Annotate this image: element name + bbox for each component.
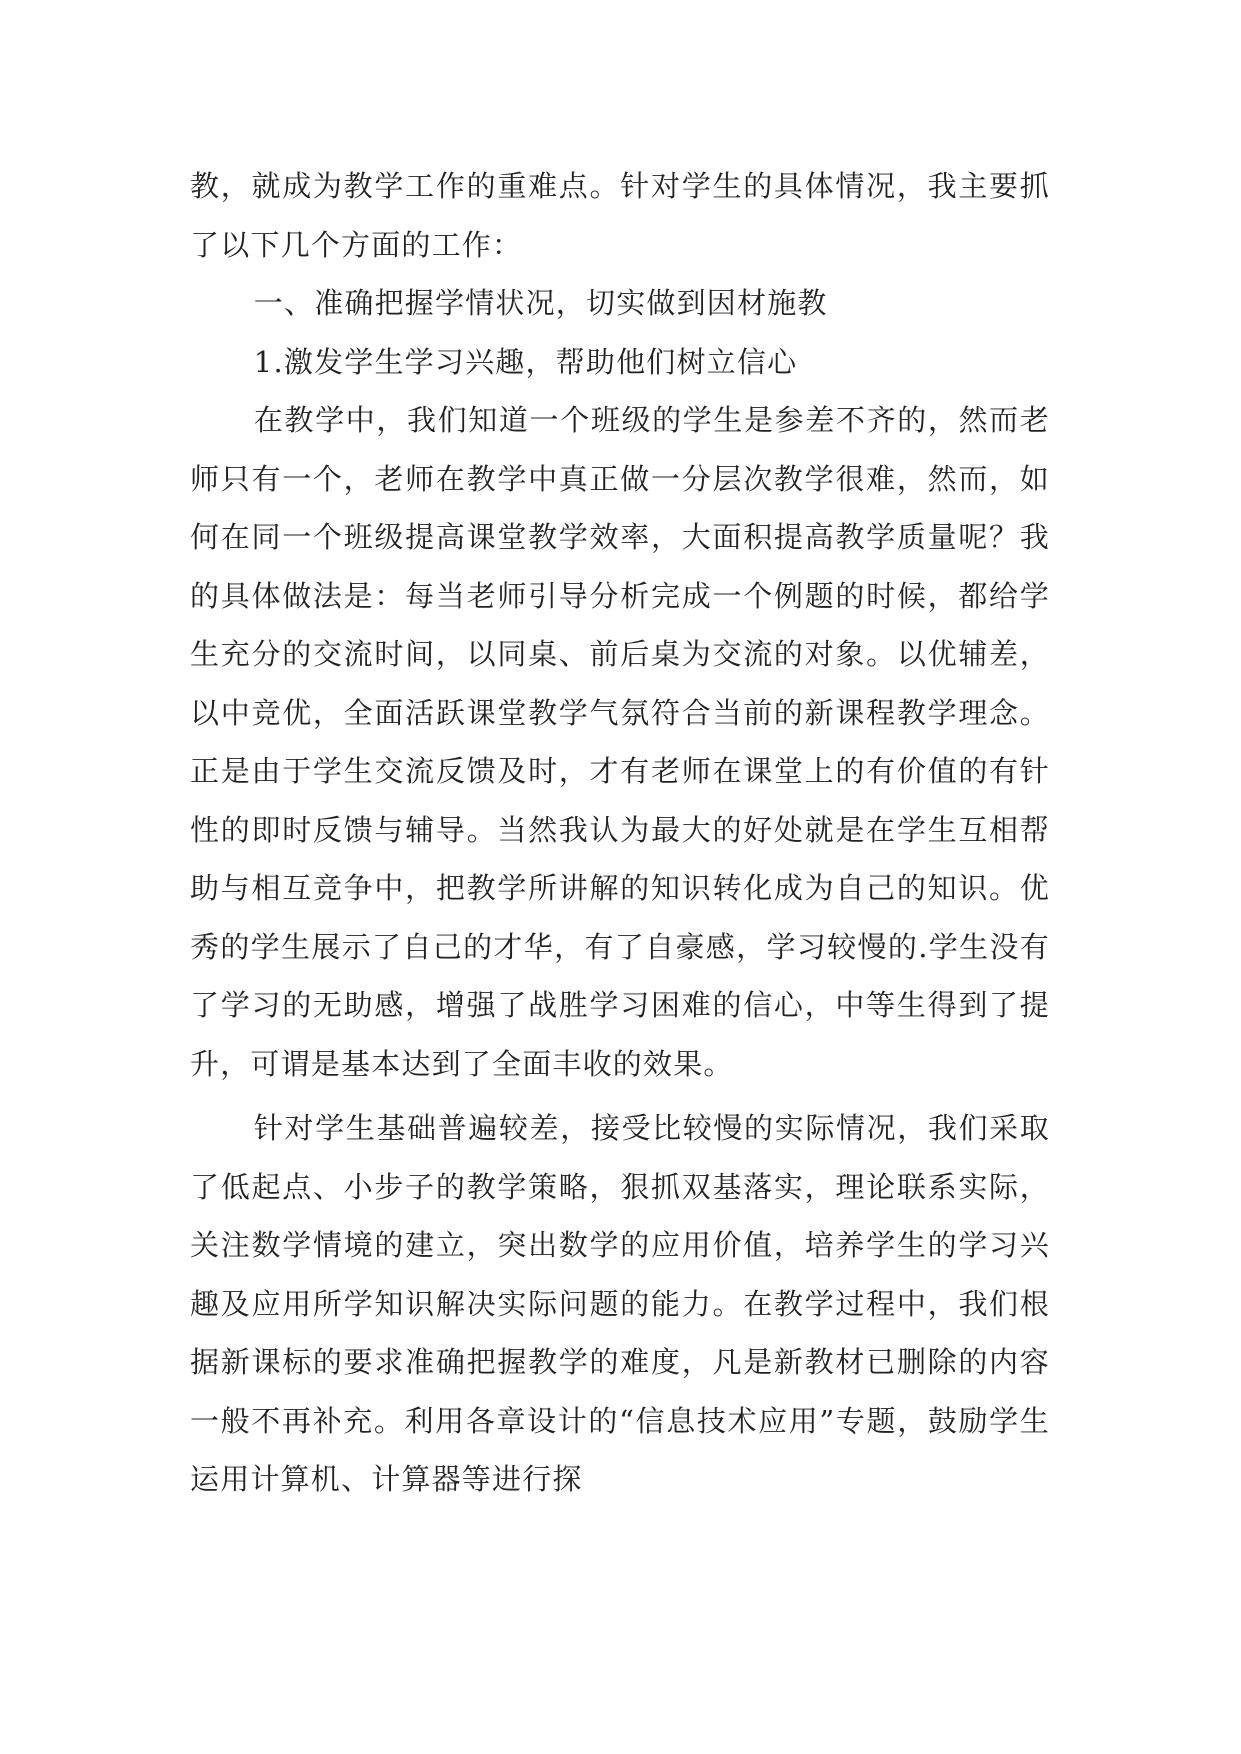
paragraph-continuation: 教，就成为教学工作的重难点。针对学生的具体情况，我主要抓了以下几个方面的工作： bbox=[190, 169, 1050, 262]
body-paragraph: 在教学中，我们知道一个班级的学生是参差不齐的，然而老师只有一个，老师在教学中真正做一分层次教学很难，然而，如何在同一个班级提高课堂教学效率，大面积提高教学质量呢？我的具体做法是：每当老师引导分析完成一个例题的时候，都给学生充分的交流时间，以同桌、前后桌为交流的对象。以优辅差，以中竞优，全面活跃课堂教学气氛符合当前的新课程教学理念。正是由于学生交流反馈及时，才有老师在课堂上的有价值的有针性的即时反馈与辅导。当然我认为最大的好处就是在学生互相帮助与相互竞争中，把教学所讲解的知识转化成为自己的知识。优秀的学生展示了自己的才华，有了自豪感，学习较慢的.学生没有了学习的无助感，增强了战胜学习困难的信心，中等生得到了提升，可谓是基本达到了全面丰收的效果。 bbox=[190, 403, 1050, 1081]
document-body bbox=[190, 157, 1050, 1509]
section-heading: 一、准确把握学情状况，切实做到因材施教 bbox=[253, 286, 828, 320]
subsection-heading: 1.激发学生学习兴趣，帮助他们树立信心 bbox=[253, 344, 798, 379]
body-paragraph: 针对学生基础普遍较差，接受比较慢的实际情况，我们采取了低起点、小步子的教学策略，狠抓双基落实，理论联系实际，关注数学情境的建立，突出数学的应用价值，培养学生的学习兴趣及应用所学知识解决实际问题的能力。在教学过程中，我们根据新课标的要求准确把握教学的难度，凡是新教材已删除的内容一般不再补充。利用各章设计的“信息技术应用”专题，鼓励学生运用计算机、计算器等进行探 bbox=[190, 1111, 1050, 1496]
